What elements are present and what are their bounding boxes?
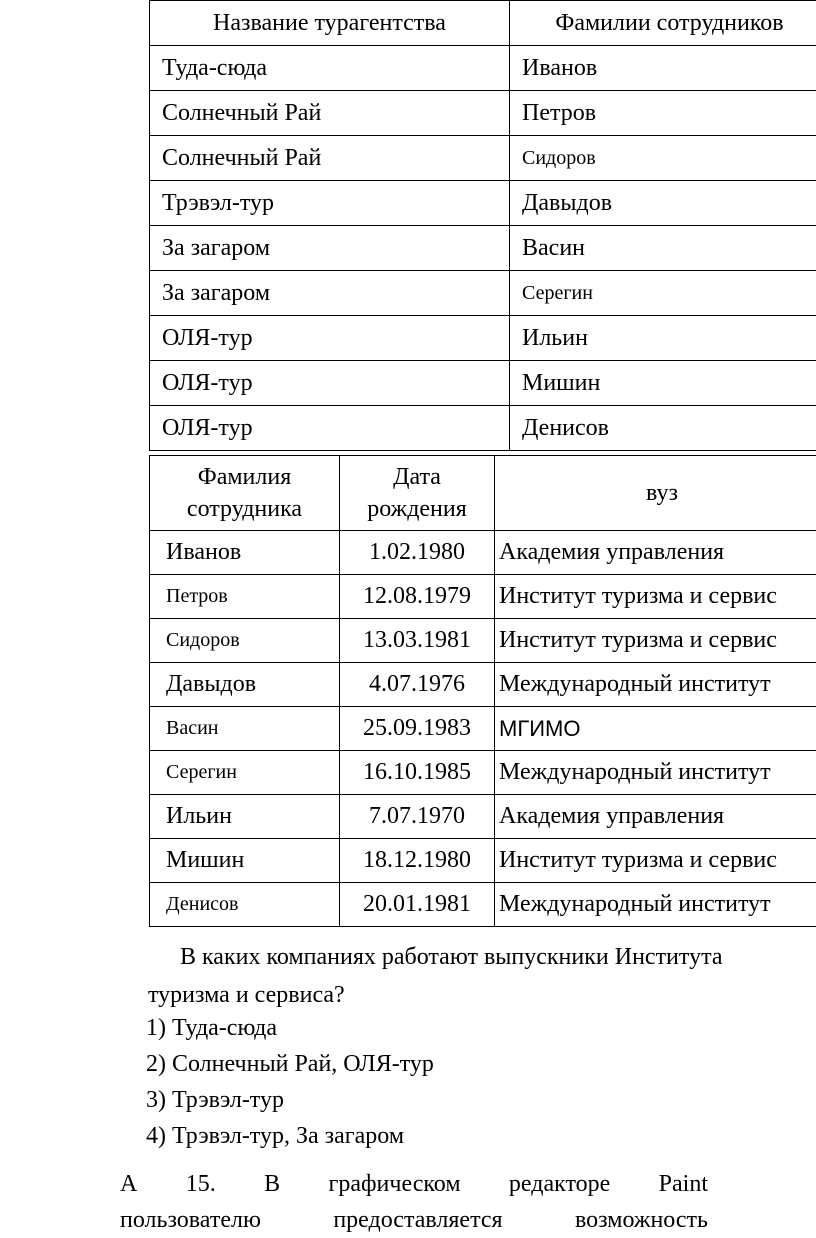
header-line: сотрудника [150,493,339,525]
word: 15. [186,1166,216,1202]
table-row [150,181,816,226]
table-row [150,795,816,839]
surname-cell: Серегин [510,271,816,316]
birth-date-cell: 13.03.1981 [340,619,495,663]
table-row [150,619,816,663]
table-row [150,839,816,883]
word: возможность [575,1202,708,1238]
university-cell: Институт туризма и сервис [495,575,816,619]
table-row [150,136,816,181]
birth-date-cell: 20.01.1981 [340,883,495,927]
birth-date-cell: 18.12.1980 [340,839,495,883]
agency-cell: ОЛЯ-тур [150,361,510,406]
surname-cell: Иванов [150,531,340,575]
question-line: В каких компаниях работают выпускники Института [148,938,816,976]
university-cell: Международный институт [495,751,816,795]
next-question-line [120,1166,708,1202]
header-line: Дата [340,461,494,493]
agency-cell: Туда-сюда [150,46,510,91]
header-employee-surnames: Фамилии сотрудников [510,1,816,46]
answer-option-1: 1) Туда-сюда [146,1010,434,1046]
agency-cell: За загаром [150,226,510,271]
university-cell: Международный институт [495,663,816,707]
university-cell: МГИМО [495,707,816,751]
surname-cell: Васин [510,226,816,271]
agency-cell: Трэвэл-тур [150,181,510,226]
university-cell: Институт туризма и сервис [495,839,816,883]
surname-cell: Васин [150,707,340,751]
table-header-row [150,1,816,46]
word: предоставляется [333,1202,502,1238]
surname-cell: Мишин [150,839,340,883]
table-header-row [150,456,816,531]
birth-date-cell: 4.07.1976 [340,663,495,707]
answer-option-2: 2) Солнечный Рай, ОЛЯ-тур [146,1046,434,1082]
surname-cell: Мишин [510,361,816,406]
header-university: вуз [495,456,816,531]
surname-cell: Давыдов [150,663,340,707]
header-line: рождения [340,493,494,525]
question-text [148,938,816,1014]
university-cell: Международный институт [495,883,816,927]
surname-cell: Ильин [510,316,816,361]
question-line: туризма и сервиса? [148,976,816,1014]
surname-cell: Серегин [150,751,340,795]
birth-date-cell: 25.09.1983 [340,707,495,751]
surname-cell: Давыдов [510,181,816,226]
employees-table [149,455,816,927]
header-birth-date [340,456,495,531]
surname-cell: Петров [150,575,340,619]
header-line: Фамилия [150,461,339,493]
table-row [150,91,816,136]
surname-cell: Денисов [150,883,340,927]
table-row [150,406,816,451]
table-row [150,271,816,316]
next-question-text [120,1166,708,1238]
table-row [150,361,816,406]
agency-cell: ОЛЯ-тур [150,316,510,361]
table-row [150,226,816,271]
agency-cell: Солнечный Рай [150,136,510,181]
agency-cell: За загаром [150,271,510,316]
university-cell: Академия управления [495,531,816,575]
word: Paint [659,1166,708,1202]
next-question-line [120,1202,708,1238]
word: А [120,1166,137,1202]
birth-date-cell: 7.07.1970 [340,795,495,839]
word: В [264,1166,280,1202]
surname-cell: Ильин [150,795,340,839]
birth-date-cell: 16.10.1985 [340,751,495,795]
word: графическом [328,1166,460,1202]
table-row [150,883,816,927]
birth-date-cell: 1.02.1980 [340,531,495,575]
word: пользователю [120,1202,261,1238]
answer-option-4: 4) Трэвэл-тур, За загаром [146,1118,434,1154]
table-row [150,46,816,91]
university-cell: Институт туризма и сервис [495,619,816,663]
surname-cell: Петров [510,91,816,136]
agencies-table [149,0,816,451]
surname-cell: Денисов [510,406,816,451]
table-row [150,707,816,751]
table-row [150,316,816,361]
word: редакторе [509,1166,610,1202]
birth-date-cell: 12.08.1979 [340,575,495,619]
agency-cell: ОЛЯ-тур [150,406,510,451]
university-cell: Академия управления [495,795,816,839]
surname-cell: Сидоров [150,619,340,663]
table-row [150,751,816,795]
surname-cell: Иванов [510,46,816,91]
answer-options [146,1010,434,1154]
table-row [150,663,816,707]
table-row [150,575,816,619]
table-row [150,531,816,575]
answer-option-3: 3) Трэвэл-тур [146,1082,434,1118]
header-employee-surname [150,456,340,531]
header-agency-name: Название турагентства [150,1,510,46]
surname-cell: Сидоров [510,136,816,181]
agency-cell: Солнечный Рай [150,91,510,136]
